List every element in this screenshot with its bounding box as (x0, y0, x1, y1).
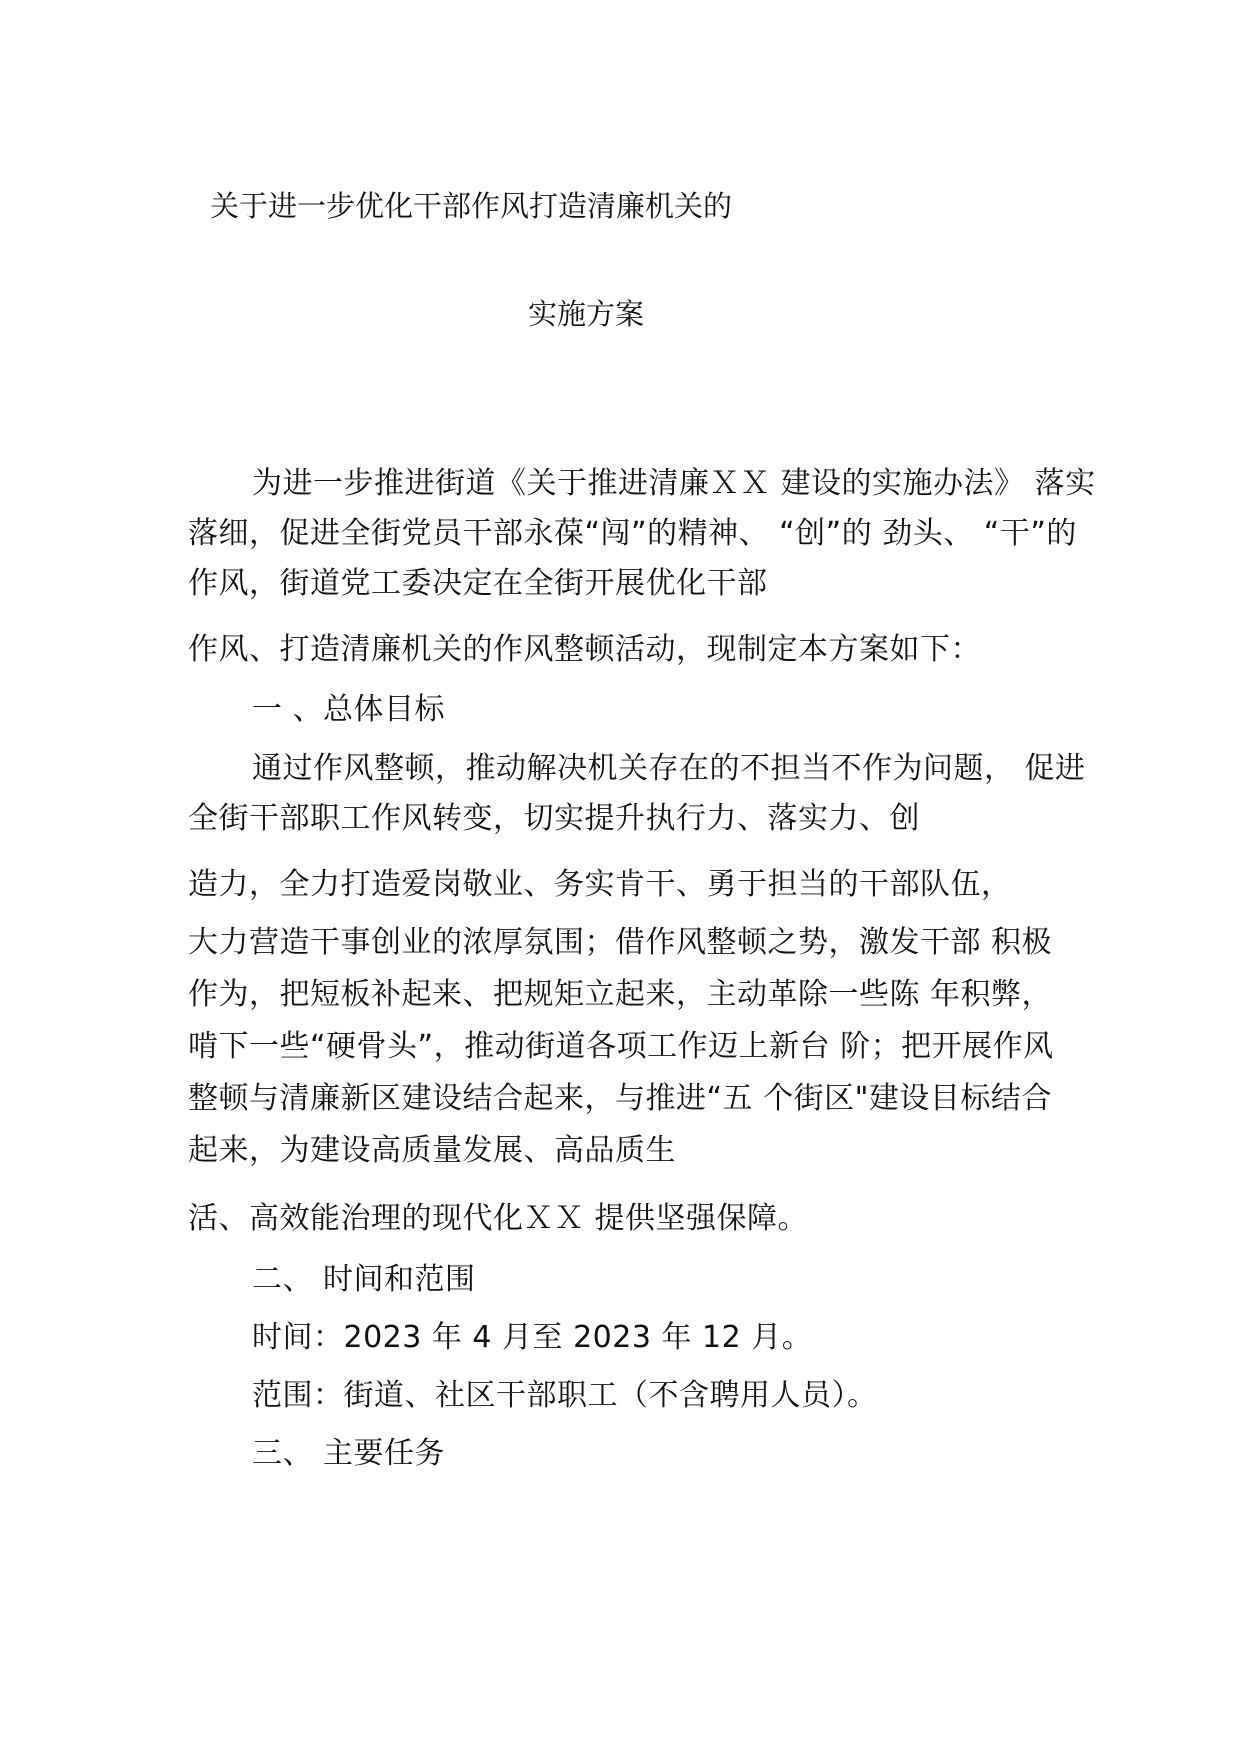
paragraph-line: 时间：2023 年 4 月至 2023 年 12 月。 (252, 1320, 813, 1355)
paragraph-line: 作风、打造清廉机关的作风整顿活动，现制定本方案如下： (188, 632, 981, 667)
paragraph-line: 整顿与清廉新区建设结合起来，与推进“五 个街区"建设目标结合 (188, 1081, 1052, 1116)
paragraph-line: 啃下一些“硬骨头”，推动街道各项工作迈上新台 阶；把开展作风 (188, 1029, 1054, 1064)
paragraph-line: 造力，全力打造爱岗敬业、务实肯干、勇于担当的干部队伍， (188, 867, 1012, 902)
document-title-line2: 实施方案 (528, 297, 645, 331)
paragraph-line: 起来，为建设高质量发展、高品质生 (188, 1133, 676, 1168)
section-heading: 三、 主要任务 (252, 1436, 446, 1471)
paragraph-line: 范围：街道、社区干部职工（不含聘用人员）。 (252, 1378, 878, 1413)
paragraph-line: 活、高效能治理的现代化ＸＸ 提供坚强保障。 (188, 1201, 809, 1236)
document-title-line1: 关于进一步优化干部作风打造清廉机关的 (210, 189, 733, 223)
paragraph-line: 通过作风整顿，推动解决机关存在的不担当不作为问题， 促进 (252, 751, 1086, 786)
paragraph-line: 落细，促进全街党员干部永葆“闯”的精神、 “创”的 劲头、 “干”的 (188, 516, 1077, 551)
paragraph-line: 全街干部职工作风转变，切实提升执行力、落实力、创 (188, 801, 920, 836)
paragraph-line: 作为，把短板补起来、把规矩立起来，主动革除一些陈 年积弊， (188, 977, 1053, 1012)
paragraph-line: 为进一步推进街道《关于推进清廉ＸＸ 建设的实施办法》 落实 (252, 466, 1096, 501)
section-heading: 二、 时间和范围 (252, 1262, 476, 1297)
paragraph-line: 大力营造干事创业的浓厚氛围；借作风整顿之势，激发干部 积极 (188, 925, 1053, 960)
section-heading: 一 、总体目标 (252, 692, 446, 727)
paragraph-line: 作风，街道党工委决定在全街开展优化干部 (188, 566, 768, 601)
